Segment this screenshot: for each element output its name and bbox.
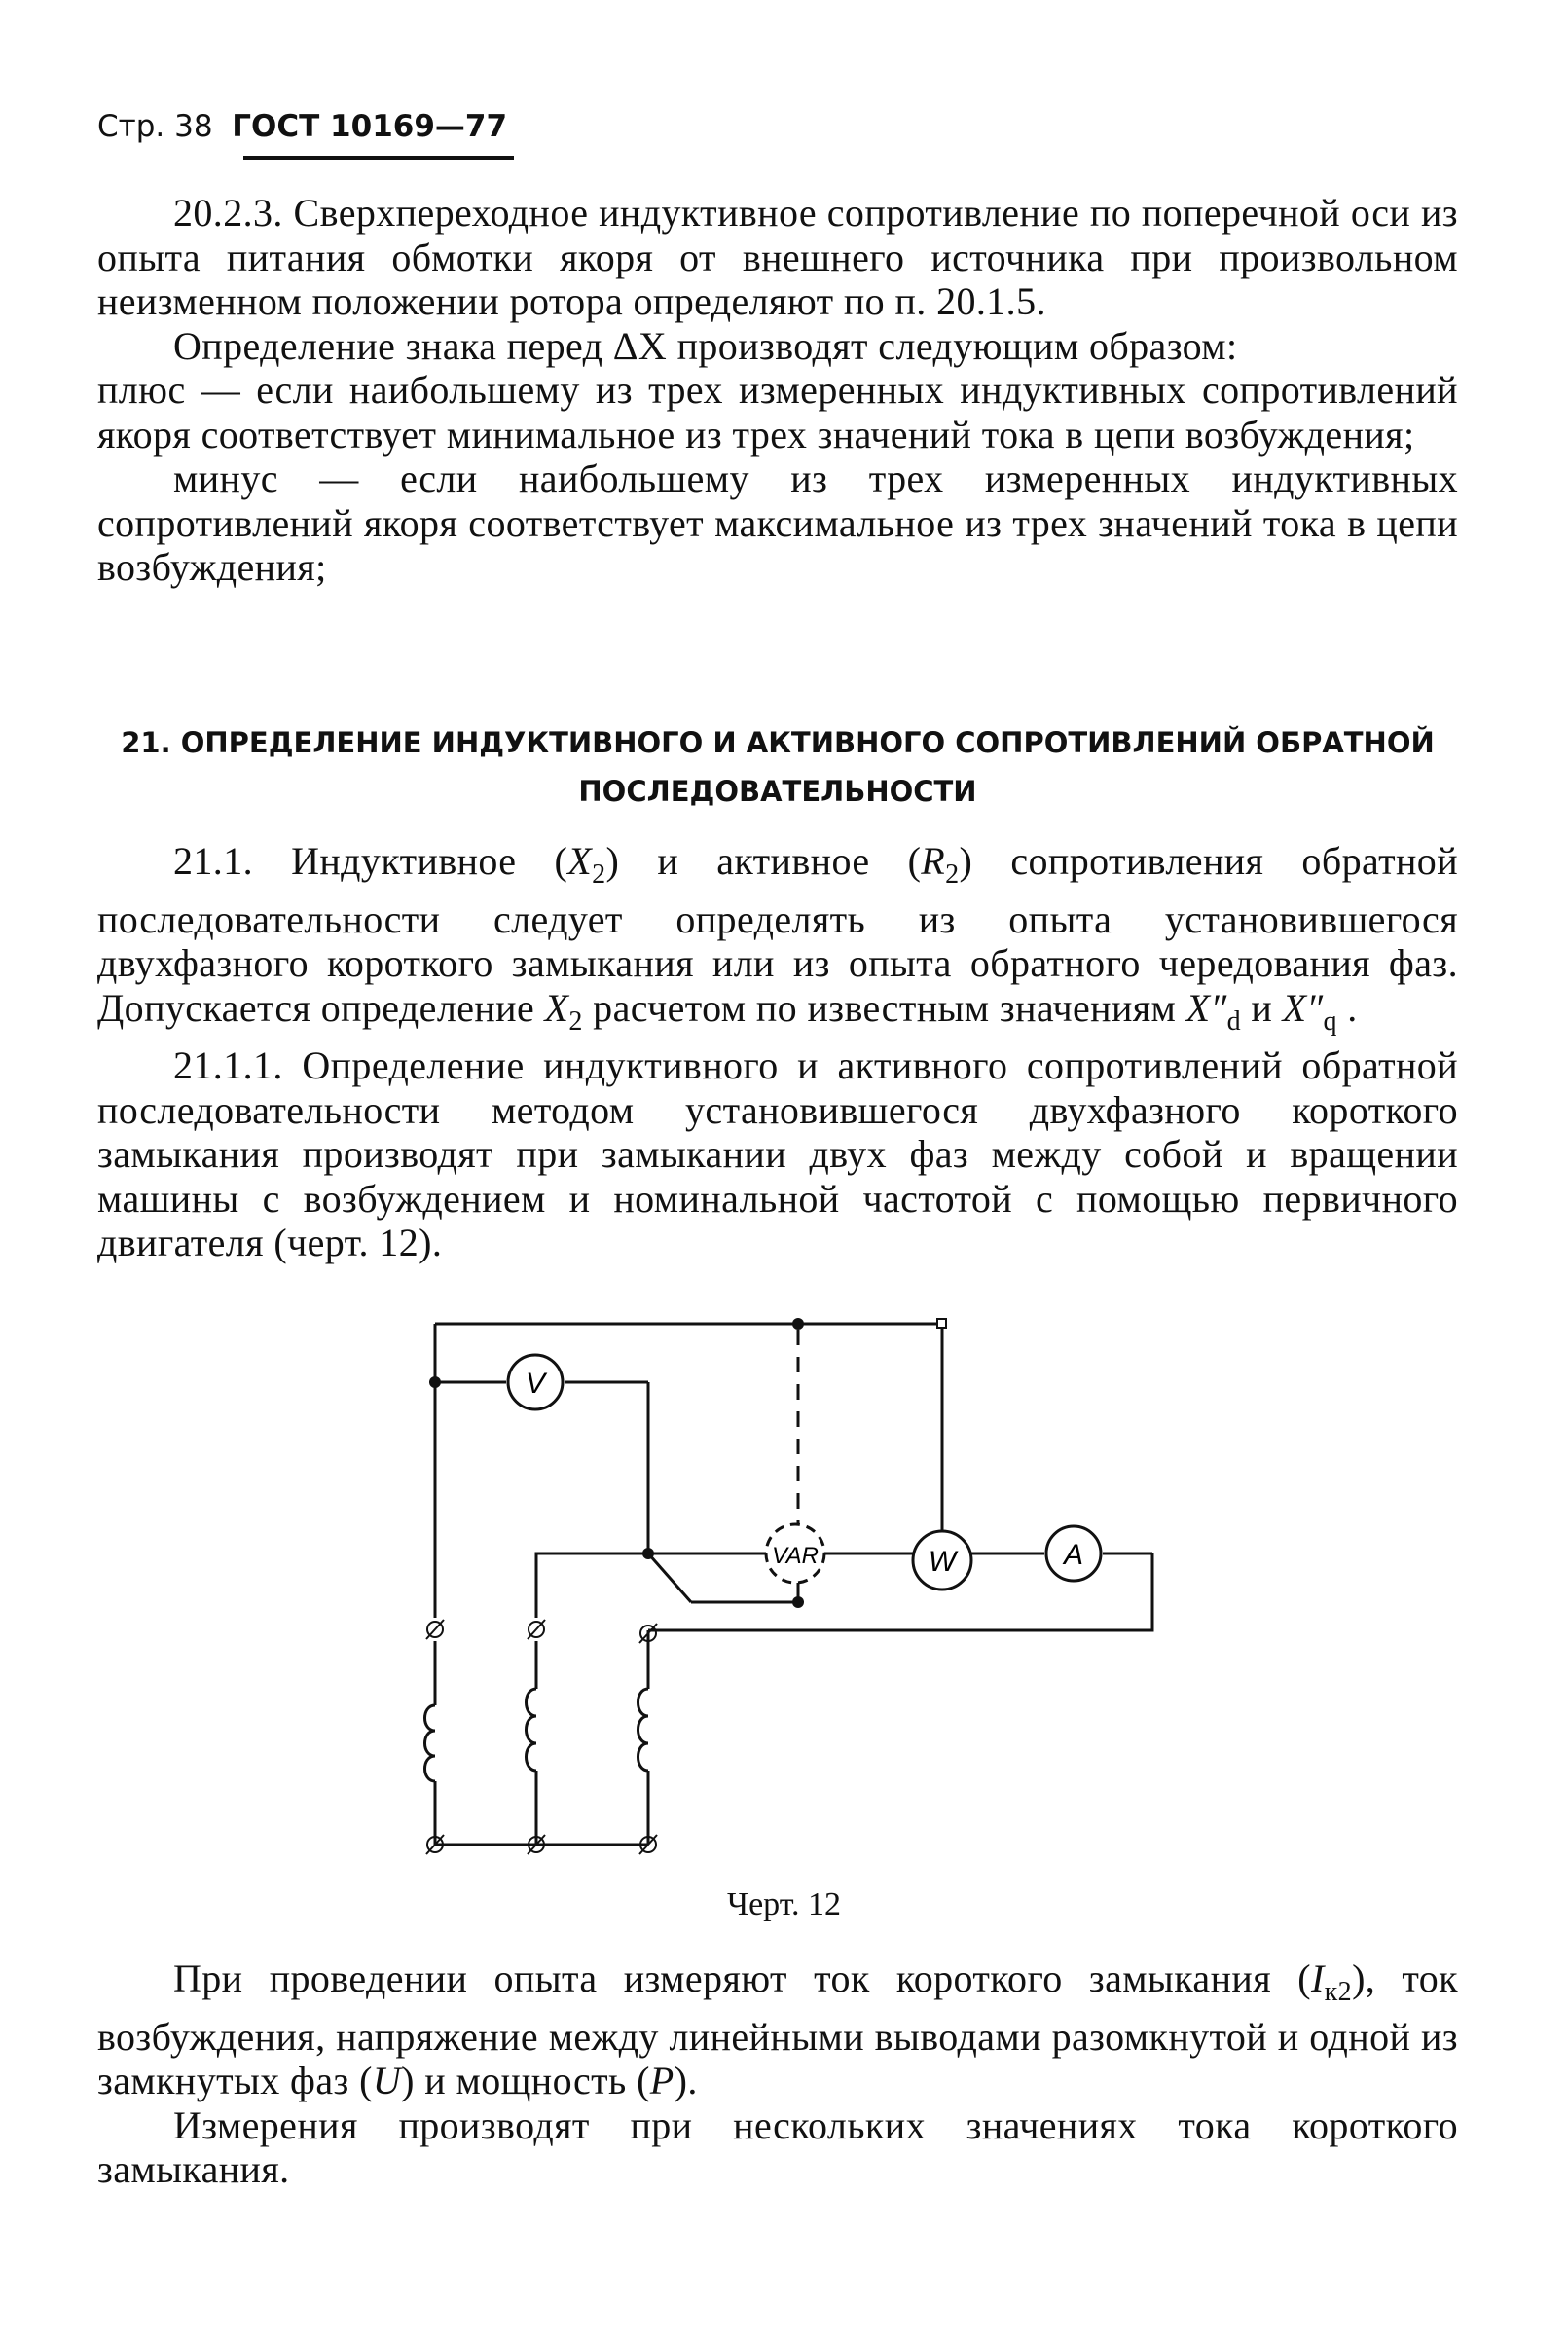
section-21-heading: 21. ОПРЕДЕЛЕНИЕ ИНДУКТИВНОГО И АКТИВНОГО СОПРОТИВЛЕНИЙ ОБРАТНОЙ ПОСЛЕДОВАТЕЛЬНОСТИ	[121, 726, 1435, 808]
paragraph-sign-definition: Определение знака перед ΔX производят следующим образом:	[173, 323, 1238, 368]
ammeter-label: A	[1063, 1539, 1084, 1571]
standard-number: ГОСТ 10169—77	[232, 109, 508, 144]
paragraph-21-1-1: 21.1.1. Определение индуктивного и активного сопротивлений обратной последовательности методом установившегося двухфазного короткого замыкания производят при замыкании двух фаз между собой и вращении машины с возбуждением и номинальной частотой с помощью первичного двигателя (черт. 12).	[97, 1043, 1458, 1264]
paragraph-20-2-3: 20.2.3. Сверхпереходное индуктивное сопротивление по поперечной оси из опыта питания обмотки якоря от внешнего источника при произвольном неизменном положении ротора определяют по п. 20.1.5.	[97, 191, 1458, 323]
after-figure-text	[97, 1956, 1458, 2192]
wattmeter-label: W	[928, 1546, 957, 1578]
paragraph-measurements: При проведении опыта измеряют ток короткого замыкания $(I_{к2})$, ток возбуждения, напряжение между линейными выводами разомкнутой и одной из замкнутых фаз (U) и мощность (P).	[97, 1956, 1458, 2102]
paragraph-plus: плюс — если наибольшему из трех измеренных индуктивных сопротивлений якоря соответствует минимальное из трех значений тока в цепи возбуждения;	[97, 368, 1458, 457]
varmeter-label: VAR	[771, 1543, 820, 1569]
page-number: Стр. 38	[97, 109, 213, 144]
paragraph-21-1: 21.1. Индуктивное $(X_2)$ и активное $(R_2)$ сопротивления обратной последовательности следует определять из опыта установившегося двухфазного короткого замыкания или из опыта обратного чередования фаз. Допускается определение $X_2$ расчетом по известным значениям $X''_d$ и $X''_q$ .	[97, 839, 1458, 1037]
paragraph-minus: минус — если наибольшему из трех измеренных индуктивных сопротивлений якоря соответствует максимальное из трех значений тока в цепи возбуждения;	[97, 457, 1458, 589]
figure-caption: Черт. 12	[726, 1886, 842, 1922]
paragraph-measurement-conditions: Измерения производят при нескольких значениях тока короткого замыкания.	[97, 2102, 1458, 2191]
voltmeter-label: V	[525, 1368, 546, 1400]
